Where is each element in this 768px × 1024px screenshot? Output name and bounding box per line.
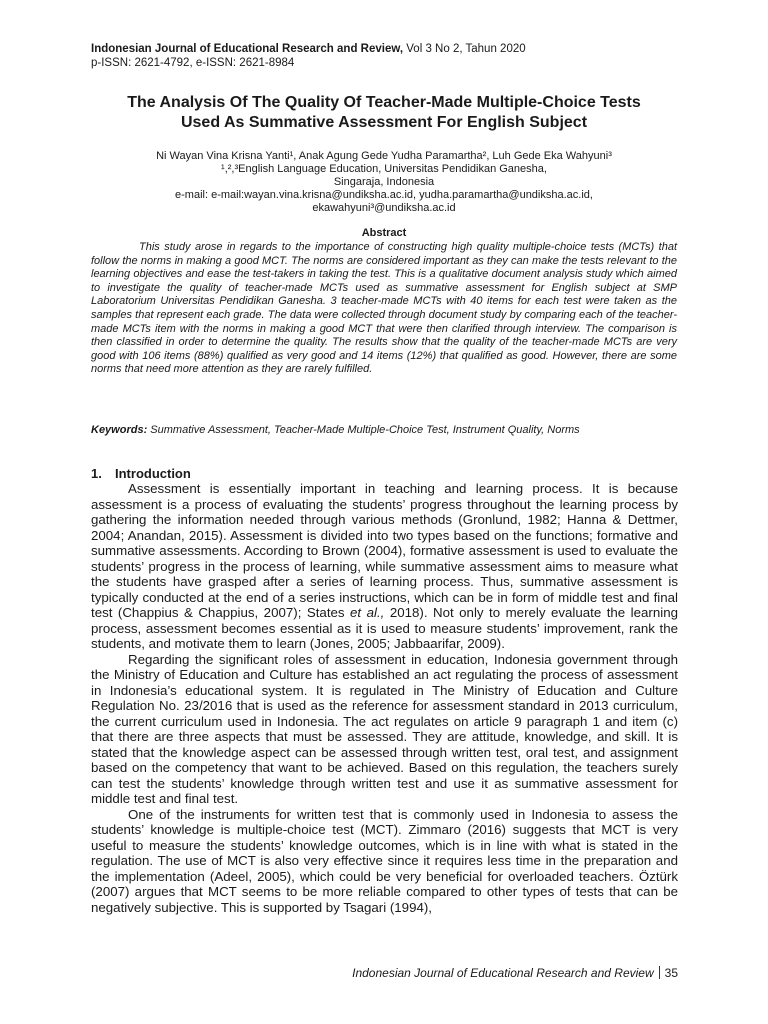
author-email-line-2: ekawahyuni³@undiksha.ac.id bbox=[312, 202, 456, 214]
author-affiliation: ¹,²,³English Language Education, Universitas Pendidikan Ganesha, bbox=[221, 163, 547, 175]
paragraph-1 bbox=[91, 481, 678, 652]
author-names: Ni Wayan Vina Krisna Yanti¹, Anak Agung Gede Yudha Paramartha², Luh Gede Eka Wahyuni³ bbox=[156, 150, 612, 162]
paper-title-line-2: Used As Summative Assessment For English Subject bbox=[180, 114, 588, 131]
paper-title bbox=[60, 93, 708, 133]
journal-header bbox=[91, 42, 526, 70]
section-title: Introduction bbox=[115, 466, 191, 481]
body-text bbox=[91, 481, 678, 915]
page-footer bbox=[352, 966, 678, 980]
section-number: 1. bbox=[91, 466, 102, 481]
paragraph-2: Regarding the significant roles of assessment in education, Indonesia government through the Ministry of Education and Culture has established an act regulating the process of assessment in Indonesia’s educational system. It is regulated in The Ministry of Education and Culture Regulation No. 23/2016 that is used as the reference for assessment standard in 2013 curriculum, the current curriculum used in Indonesia. The act regulates on article 9 paragraph 1 and item (c) that there are three aspects that must be assessed. They are attitude, knowledge, and skill. It is stated that the knowledge aspect can be assessed through written test, oral test, and assignment based on the competency that want to be achieved. Based on this regulation, the teachers surely can test the students’ knowledge through written test and use it as summative assessment for middle test and final test. bbox=[91, 651, 678, 806]
page-number: 35 bbox=[664, 966, 678, 980]
abstract-heading: Abstract bbox=[361, 227, 407, 239]
journal-issn: p-ISSN: 2621-4792, e-ISSN: 2621-8984 bbox=[91, 57, 295, 69]
journal-name: Indonesian Journal of Educational Research and Review, bbox=[91, 43, 404, 55]
journal-citation bbox=[91, 42, 526, 56]
keywords-text: Summative Assessment, Teacher-Made Multiple-Choice Test, Instrument Quality, Norms bbox=[147, 424, 580, 436]
keywords-label: Keywords: bbox=[91, 424, 148, 436]
journal-volume: Vol 3 No 2, Tahun 2020 bbox=[403, 43, 526, 55]
author-email-line-1: e-mail: e-mail:wayan.vina.krisna@undiksha.ac.id, yudha.paramartha@undiksha.ac.id, bbox=[175, 189, 593, 201]
section-heading bbox=[91, 466, 191, 481]
paragraph-1-et-al: et al., bbox=[350, 605, 385, 620]
paper-title-line-1: The Analysis Of The Quality Of Teacher-Made Multiple-Choice Tests bbox=[127, 94, 641, 111]
footer-separator bbox=[659, 966, 660, 979]
paragraph-3: One of the instruments for written test that is commonly used in Indonesia to assess the students’ knowledge is multiple-choice test (MCT). Zimmaro (2016) suggests that MCT is very useful to measure the students’ knowledge outcomes, which is in line with what is stated in the regulation. The use of MCT is also very effective since it requires less time in the preparation and the implementation (Adeel, 2005), which could be very beneficial for overloaded teachers. Öztürk (2007) argues that MCT seems to be more reliable compared to other types of tests that can be negatively subjective. This is supported by Tsagari (1994), bbox=[91, 806, 678, 915]
paragraph-1-part-b: 2018). Not only to merely evaluate the learning process, assessment becomes essential as it is used to measure students’ improvement, rank the students, and motivate them to learn (Jones, 2005; Jabbaarifar, 2009). bbox=[91, 605, 678, 651]
author-block bbox=[60, 150, 708, 215]
footer-journal-name: Indonesian Journal of Educational Research and Review bbox=[352, 966, 654, 980]
abstract-text: This study arose in regards to the importance of constructing high quality multiple-choice tests (MCTs) that follow the norms in making a good MCT. The norms are considered important as they can make the tests relevant to the learning objectives and ease the test-takers in taking the test. This is a qualitative document analysis study which aimed to investigate the quality of teacher-made MCTs used as summative assessment for English subject at SMP Laboratorium Universitas Pendidikan Ganesha. 3 teacher-made MCTs with 40 items for each test were taken as the samples that represent each grade. The data were collected through document study by comparing each of the teacher-made MCTs item with the norms in making a good MCT that were then clarified through interview. The comparison is then classified in order to determine the quality. The results show that the quality of the teacher-made MCTs are very good with 106 items (88%) qualified as very good and 14 items (12%) that qualified as good. However, there are some norms that need more attention as they are rarely fulfilled. bbox=[91, 241, 677, 376]
author-location: Singaraja, Indonesia bbox=[333, 176, 435, 188]
paragraph-1-part-a: Assessment is essentially important in teaching and learning process. It is because assessment is a process of evaluating the students’ progress throughout the learning process by gathering the information needed through various methods (Gronlund, 1982; Hanna & Dettmer, 2004; Anandan, 2015). Assessment is divided into two types based on the functions; formative and summative assessments. According to Brown (2004), formative assessment is used to evaluate the students’ progress in the process of learning, while summative assessment aims to measure what the students have grasped after a series of learning process. Thus, summative assessment is typically conducted at the end of a series instructions, which can be in form of middle test and final test (Chappius & Chappius, 2007); States bbox=[91, 481, 678, 620]
keywords bbox=[91, 424, 677, 436]
